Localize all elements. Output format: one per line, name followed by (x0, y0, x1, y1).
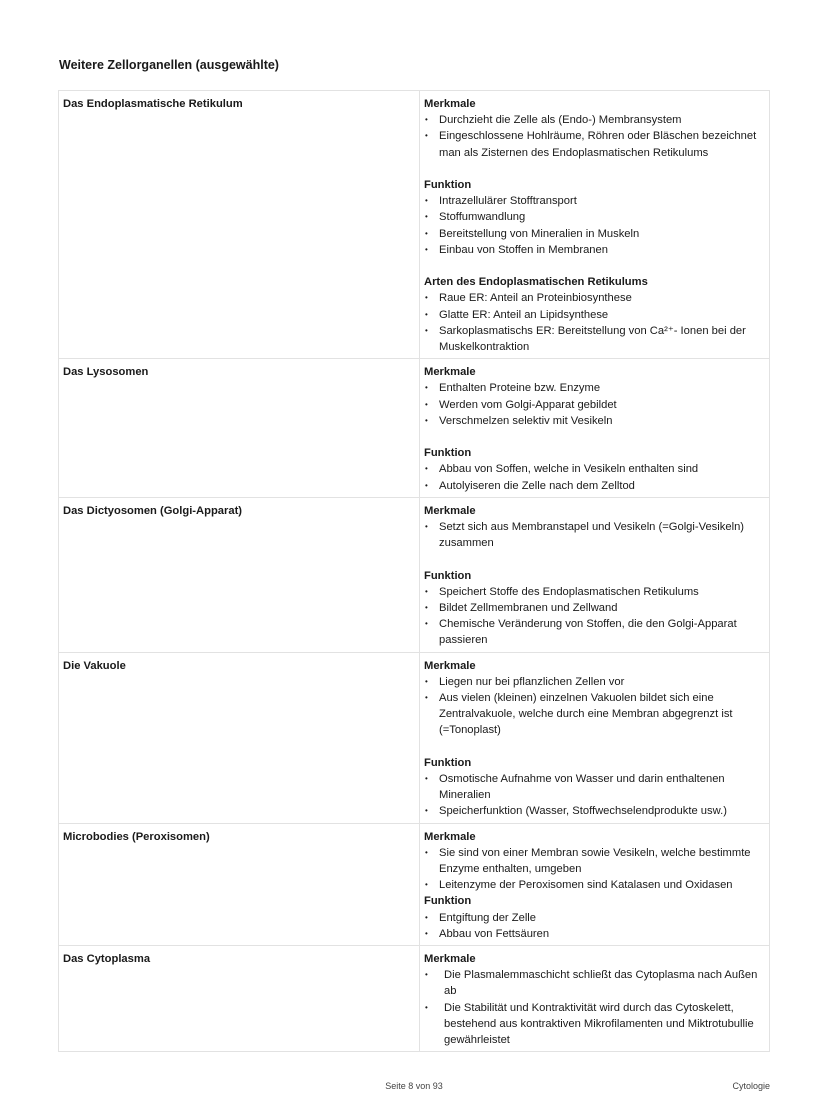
detail-section (424, 568, 761, 649)
bullet-list (424, 380, 761, 429)
organelle-name: Das Endoplasmatische Retikulum (59, 91, 420, 359)
bullet-list (424, 967, 761, 1048)
section-title: Funktion (424, 179, 472, 191)
list-item: • Eingeschlossene Hohlräume, Röhren oder Bläschen bezeichnet man als Zisternen des Endoplasmatischen Retikulums (424, 128, 761, 160)
list-item: • Liegen nur bei pflanzlichen Zellen vor (424, 674, 761, 690)
section-title: Merkmale (424, 504, 476, 517)
organelle-details (420, 946, 770, 1052)
section-title: Merkmale (424, 953, 476, 966)
list-item: • Sarkoplasmatischs ER: Bereitstellung von Ca²⁺- Ionen bei der Muskelkontraktion (424, 323, 761, 355)
bullet-list (424, 112, 761, 161)
organelle-details (420, 91, 770, 359)
organelle-table (58, 90, 770, 1052)
detail-section (424, 658, 761, 739)
organelle-row (59, 91, 770, 359)
organelle-name: Microbodies (Peroxisomen) (59, 823, 420, 945)
organelle-row (59, 946, 770, 1052)
detail-section (424, 96, 761, 161)
list-item: • Setzt sich aus Membranstapel und Vesikeln (=Golgi-Vesikeln) zusammen (424, 519, 761, 551)
bullet-list (424, 584, 761, 649)
list-item: • Bereitstellung von Mineralien in Muskeln (424, 226, 761, 242)
bullet-list (424, 193, 761, 258)
detail-section (424, 274, 761, 355)
list-item: • Die Plasmalemmaschicht schließt das Cytoplasma nach Außen ab (424, 967, 761, 999)
list-item: • Enthalten Proteine bzw. Enzyme (424, 380, 761, 396)
section-title: Arten des Endoplasmatischen Retikulums (424, 276, 648, 289)
list-item: • Intrazellulärer Stofftransport (424, 193, 761, 209)
organelle-table-body (59, 91, 770, 1052)
organelle-details (420, 823, 770, 945)
bullet-list (424, 910, 761, 942)
organelle-row (59, 823, 770, 945)
list-item: • Autolyiseren die Zelle nach dem Zelltod (424, 478, 761, 494)
list-item: • Werden vom Golgi-Apparat gebildet (424, 397, 761, 413)
list-item: • Bildet Zellmembranen und Zellwand (424, 600, 761, 616)
section-title: Merkmale (424, 659, 476, 672)
detail-section (424, 364, 761, 429)
organelle-name: Das Dictyosomen (Golgi-Apparat) (59, 497, 420, 652)
bullet-list (424, 461, 761, 493)
footer-chapter-title: Cytologie (732, 1081, 770, 1091)
section-title: Funktion (424, 569, 472, 582)
organelle-details (420, 497, 770, 652)
section-title: Merkmale (424, 830, 476, 843)
list-item: • Aus vielen (kleinen) einzelnen Vakuolen bildet sich eine Zentralvakuole, welche durch eine Membran abgegrenzt ist (=Tonoplast) (424, 690, 761, 739)
organelle-name: Die Vakuole (59, 652, 420, 823)
detail-section (424, 829, 761, 894)
list-item: • Chemische Veränderung von Stoffen, die den Golgi-Apparat passieren (424, 616, 761, 648)
bullet-list (424, 290, 761, 355)
list-item: • Raue ER: Anteil an Proteinbiosynthese (424, 290, 761, 306)
list-item: • Abbau von Fettsäuren (424, 926, 761, 942)
page-heading: Weitere Zellorganellen (ausgewählte) (59, 58, 279, 72)
bullet-list (424, 674, 761, 739)
organelle-row (59, 652, 770, 823)
organelle-name: Das Cytoplasma (59, 946, 420, 1052)
list-item: • Speichert Stoffe des Endoplasmatischen Retikulums (424, 584, 761, 600)
detail-section (424, 177, 761, 258)
section-title: Merkmale (424, 366, 476, 379)
organelle-name: Das Lysosomen (59, 359, 420, 498)
bullet-list (424, 519, 761, 551)
section-title: Funktion (424, 895, 472, 908)
list-item: • Abbau von Soffen, welche in Vesikeln enthalten sind (424, 461, 761, 477)
section-title: Funktion (424, 756, 472, 769)
detail-section (424, 951, 761, 1048)
list-item: • Glatte ER: Anteil an Lipidsynthese (424, 307, 761, 323)
organelle-row (59, 359, 770, 498)
page-number: Seite 8 von 93 (385, 1081, 443, 1091)
list-item: • Die Stabilität und Kontraktivität wird durch das Cytoskelett, bestehend aus kontraktiven Mikrofilamenten und Miktrotubullie gewährleistet (424, 1000, 761, 1049)
list-item: • Speicherfunktion (Wasser, Stoffwechselendprodukte usw.) (424, 803, 761, 819)
bullet-list (424, 771, 761, 820)
section-title: Funktion (424, 447, 472, 460)
organelle-details (420, 359, 770, 498)
list-item: • Entgiftung der Zelle (424, 910, 761, 926)
list-item: • Durchzieht die Zelle als (Endo-) Membransystem (424, 112, 761, 128)
detail-section (424, 445, 761, 494)
list-item: • Stoffumwandlung (424, 209, 761, 225)
list-item: • Einbau von Stoffen in Membranen (424, 242, 761, 258)
list-item: • Verschmelzen selektiv mit Vesikeln (424, 413, 761, 429)
organelle-details (420, 652, 770, 823)
organelle-row (59, 497, 770, 652)
list-item: • Leitenzyme der Peroxisomen sind Katalasen und Oxidasen (424, 877, 761, 893)
detail-section (424, 755, 761, 820)
bullet-list (424, 845, 761, 894)
detail-section (424, 893, 761, 942)
section-title: Merkmale (424, 98, 476, 110)
detail-section (424, 503, 761, 552)
list-item: • Sie sind von einer Membran sowie Vesikeln, welche bestimmte Enzyme enthalten, umgeben (424, 845, 761, 877)
list-item: • Osmotische Aufnahme von Wasser und darin enthaltenen Mineralien (424, 771, 761, 803)
